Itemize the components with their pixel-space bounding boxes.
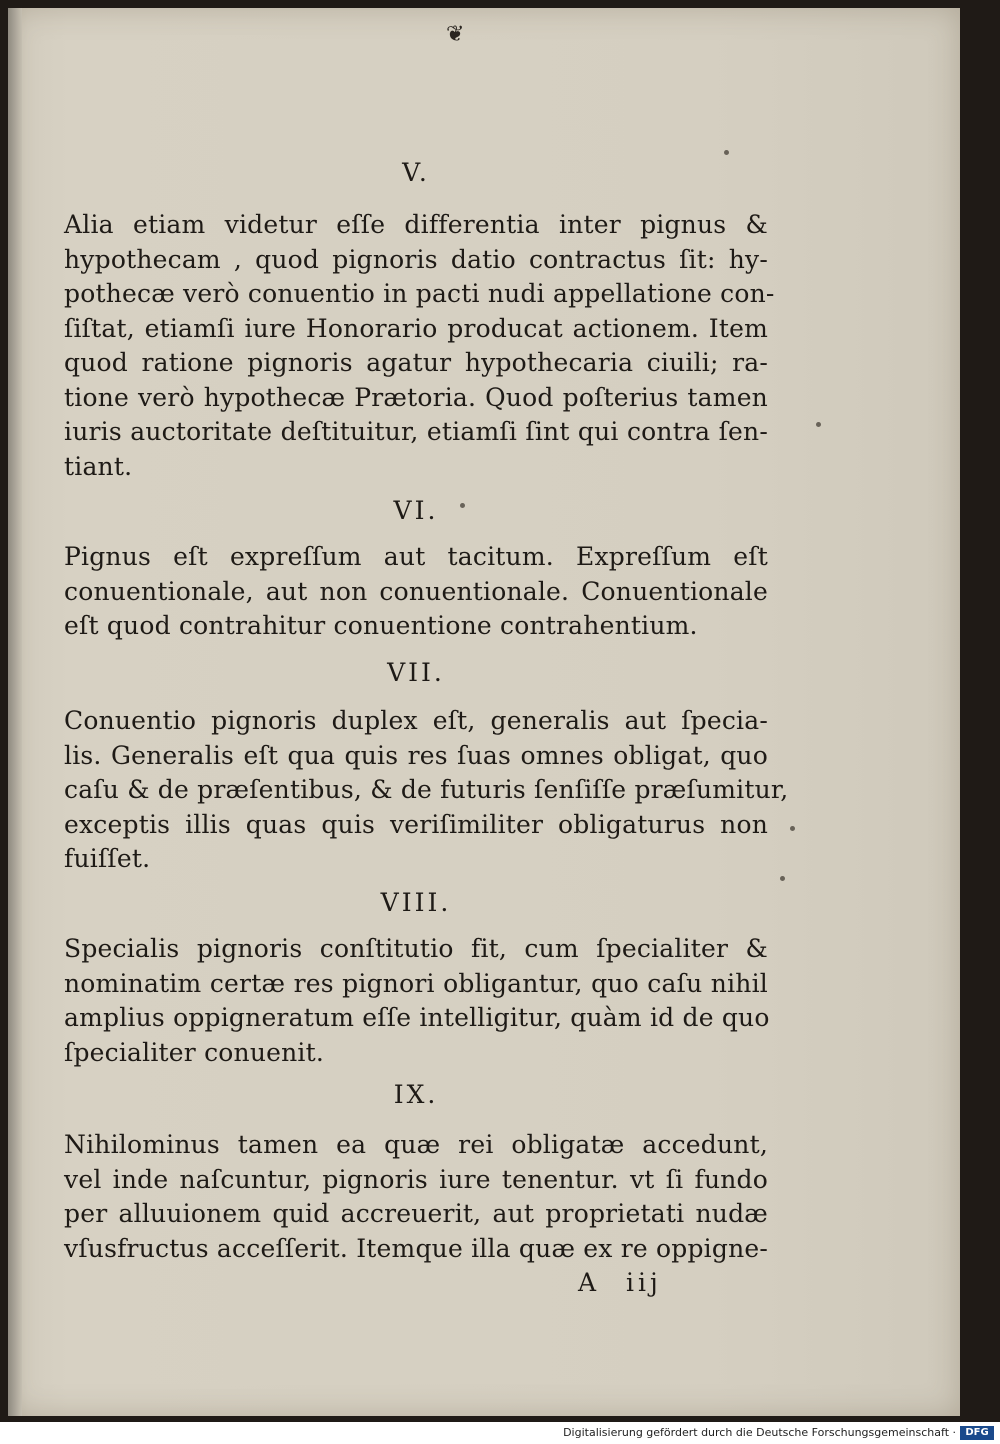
text-line: Conuentio pignoris duplex eſt, generalis aut ſpecia- [64, 706, 768, 735]
text-line: ſpecialiter conuenit. [64, 1037, 325, 1067]
text-line: vſusfructus acceſſerit. Itemque illa quæ ex re oppigne- [64, 1233, 769, 1263]
text-line: Pignus eſt expreſſum aut tacitum. Expreſſum eſt [64, 542, 768, 571]
text-line: Alia etiam videtur eſſe differentia inter pignus & [64, 210, 768, 239]
section-number-vii: VII. [387, 658, 445, 687]
text-line: amplius oppigneratum eſſe intelligitur, quàm id de quo [64, 1003, 770, 1032]
footer-bar [0, 1422, 1000, 1444]
text-line: tione verò hypothecæ Prætoria. Quod poſterius tamen [64, 382, 768, 412]
text-line: exceptis illis quas quis veriſimiliter obligaturus non [64, 809, 768, 839]
text-line: per alluuionem quid accreuerit, aut proprietati nudæ [64, 1199, 768, 1228]
footer-credit: Digitalisierung gefördert durch die Deutsche Forschungsgemeinschaft · [563, 1426, 956, 1439]
paper-speck [816, 422, 821, 427]
text-line: conuentionale, aut non conuentionale. Conuentionale [64, 576, 768, 606]
section-number-viii: VIII. [380, 888, 452, 917]
paper-speck [790, 826, 795, 831]
text-line: eſt quod contrahitur conuentione contrahentium. [64, 611, 698, 640]
paper-speck [460, 503, 465, 508]
dfg-logo[interactable]: DFG [960, 1426, 994, 1440]
page-leaf [8, 8, 960, 1416]
text-line: fuiſſet. [64, 844, 151, 873]
section-text-viii [64, 932, 768, 1070]
text-line: caſu & de præſentibus, & de futuris ſenſiſſe præſumitur, [64, 775, 789, 804]
text-line: vel inde naſcuntur, pignoris iure tenentur. vt ſi fundo [64, 1164, 768, 1194]
section-number-ix: IX. [393, 1080, 439, 1109]
top-ornament: ❦ [446, 22, 465, 47]
text-line: lis. Generalis eſt qua quis res ſuas omnes obligat, quo [64, 740, 768, 770]
paper-speck [724, 150, 729, 155]
section-number-vi: VI. [393, 496, 439, 525]
text-line: Nihilominus tamen ea quæ rei obligatæ accedunt, [64, 1130, 768, 1159]
text-line: quod ratione pignoris agatur hypothecaria ciuili; ra- [64, 348, 768, 377]
text-line: Specialis pignoris conſtitutio fit, cum ſpecialiter & [64, 934, 768, 963]
text-line: tiant. [64, 451, 133, 481]
section-text-ix [64, 1128, 768, 1266]
text-line: pothecæ verò conuentio in pacti nudi appellatione con- [64, 279, 775, 308]
signature-mark: A iij [578, 1268, 662, 1297]
section-text-vii [64, 704, 789, 877]
section-number-v: V. [402, 158, 430, 187]
text-line: ſiſtat, etiamſi iure Honorario producat actionem. Item [64, 313, 768, 343]
paper-speck [780, 876, 785, 881]
text-line: hypothecam , quod pignoris datio contractus ſit: hy- [64, 244, 768, 274]
section-text-vi [64, 540, 768, 644]
text-line: nominatim certæ res pignori obligantur, quo caſu nihil [64, 968, 768, 998]
text-line: iuris auctoritate deſtituitur, etiamſi ſint qui contra ſen- [64, 417, 768, 446]
section-text-v [64, 208, 775, 484]
binding-edge [8, 8, 22, 1416]
